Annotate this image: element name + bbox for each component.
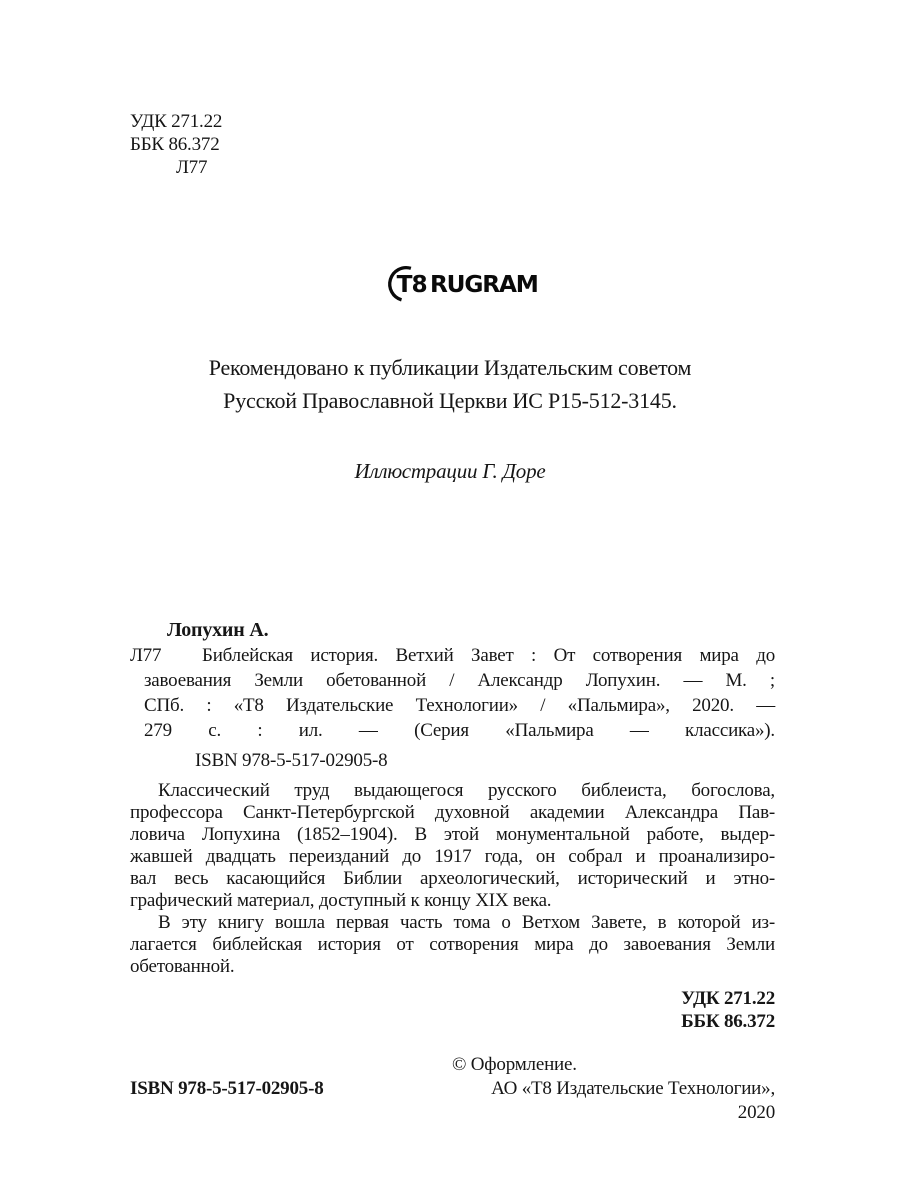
text-line: Библейская история. Ветхий Завет : От сотворения мира до bbox=[202, 645, 775, 666]
annotation-paragraph-1 bbox=[130, 780, 775, 912]
bottom-classification-codes bbox=[130, 987, 775, 1033]
text-line: графический материал, доступный к концу XIX века. bbox=[130, 890, 552, 911]
text-line: Классический труд выдающегося русского библеиста, богослова, bbox=[158, 780, 775, 801]
copyright-publisher-line: АО «Т8 Издательские Технологии», 2020 bbox=[491, 1078, 775, 1123]
text-line: вал весь касающийся Библии археологический, исторический и этно- bbox=[130, 868, 775, 889]
footer-isbn: ISBN 978-5-517-02905-8 bbox=[130, 1078, 324, 1099]
logo-t8-text: T8 bbox=[396, 271, 427, 299]
copyright-colophon bbox=[452, 1053, 775, 1125]
cip-entry bbox=[130, 643, 775, 743]
author-sign-code: Л77 bbox=[176, 157, 208, 178]
annotation-paragraph-2 bbox=[130, 912, 775, 978]
t8-rugram-logo-icon bbox=[384, 262, 538, 306]
top-classification-codes bbox=[130, 110, 222, 179]
bbk-code-bottom: ББК 86.372 bbox=[681, 1011, 775, 1032]
cip-author: Лопухин А. bbox=[167, 619, 269, 641]
text-line: завоевания Земли обетованной / Александр Лопухин. — М. ; bbox=[144, 670, 775, 691]
cip-isbn: ISBN 978-5-517-02905-8 bbox=[195, 750, 388, 771]
udk-code-bottom: УДК 271.22 bbox=[681, 988, 775, 1009]
bbk-code: ББК 86.372 bbox=[130, 134, 220, 155]
udk-code: УДК 271.22 bbox=[130, 111, 223, 132]
cip-block bbox=[130, 618, 775, 1033]
logo-rugram-text: RUGRAM bbox=[429, 271, 538, 299]
text-line: ловича Лопухина (1852–1904). В этой монументальной работе, выдер- bbox=[130, 824, 775, 845]
text-line: 279 с. : ил. — (Серия «Пальмира — классика»). bbox=[144, 720, 775, 741]
text-line: Русской Православной Церкви ИС Р15-512-3145. bbox=[223, 388, 677, 413]
illustrations-credit: Иллюстрации Г. Доре bbox=[354, 459, 546, 483]
text-line: жавшей двадцать переизданий до 1917 года, он собрал и проанализиро- bbox=[130, 846, 775, 867]
cip-entry-code: Л77 bbox=[130, 645, 162, 666]
publisher-logo bbox=[384, 262, 538, 306]
text-line: В эту книгу вошла первая часть тома о Ветхом Завете, в которой из- bbox=[158, 912, 775, 933]
church-recommendation-statement bbox=[0, 351, 900, 417]
text-line: профессора Санкт-Петербургской духовной академии Александра Пав- bbox=[130, 802, 775, 823]
copyright-design-line: © Оформление. bbox=[452, 1054, 577, 1075]
text-line: лагается библейская история от сотворения мира до завоевания Земли bbox=[130, 934, 775, 955]
text-line: обетованной. bbox=[130, 956, 235, 977]
text-line: СПб. : «Т8 Издательские Технологии» / «Пальмира», 2020. — bbox=[144, 695, 775, 716]
text-line: Рекомендовано к публикации Издательским советом bbox=[208, 355, 692, 380]
